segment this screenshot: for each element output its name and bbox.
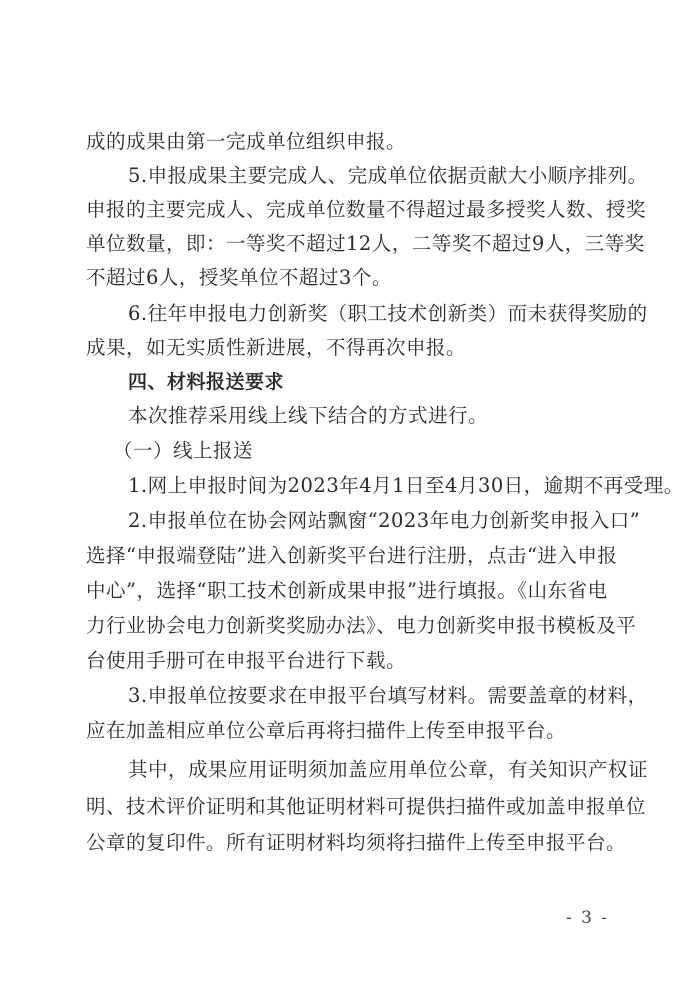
text-line-11: 1.网上申报时间为2023年4月1日至4月30日，逾期不再受理。: [128, 474, 684, 497]
text-line-12: 2.申报单位在协会网站飘窗“2023年电力创新奖申报入口”: [128, 509, 641, 532]
text-line-2: 5.申报成果主要完成人、完成单位依据贡献大小顺序排列。: [128, 164, 648, 187]
text-line-15: 力行业协会电力创新奖奖励办法》、电力创新奖申报书模板及平: [86, 614, 637, 637]
text-line-17: 3.申报单位按要求在申报平台填写材料。需要盖章的材料，: [128, 684, 648, 707]
text-line-19: 其中，成果应用证明须加盖应用单位公章，有关知识产权证: [128, 758, 649, 781]
subsection-heading: （一）线上报送: [113, 439, 254, 462]
section-heading: 四、材料报送要求: [128, 371, 285, 393]
text-line-20: 明、技术评价证明和其他证明材料可提供扫描件或加盖申报单位: [86, 795, 647, 818]
text-line-7: 成果，如无实质性新进展，不得再次申报。: [86, 336, 467, 359]
page-number: - 3 -: [566, 908, 610, 928]
text-line-6: 6.往年申报电力创新奖（职工技术创新类）而未获得奖励的: [128, 302, 648, 325]
text-line-13: 选择“申报端登陆”进入创新奖平台进行注册，点击“进入申报: [86, 544, 618, 567]
text-line-14: 中心”，选择“职工技术创新成果申报”进行填报。《山东省电: [86, 579, 608, 602]
text-line-16: 台使用手册可在申报平台进行下载。: [86, 649, 407, 672]
text-line-4: 单位数量，即：一等奖不超过12人，二等奖不超过9人，三等奖: [86, 232, 645, 255]
text-line-1: 成的成果由第一完成单位组织申报。: [86, 130, 407, 153]
text-line-3: 申报的主要完成人、完成单位数量不得超过最多授奖人数、授奖: [86, 198, 647, 221]
text-line-9: 本次推荐采用线上线下结合的方式进行。: [128, 404, 489, 427]
text-line-18: 应在加盖相应单位公章后再将扫描件上传至申报平台。: [86, 719, 567, 742]
text-line-5: 不超过6人，授奖单位不超过3个。: [86, 266, 392, 289]
text-line-21: 公章的复印件。所有证明材料均须将扫描件上传至申报平台。: [86, 831, 627, 854]
